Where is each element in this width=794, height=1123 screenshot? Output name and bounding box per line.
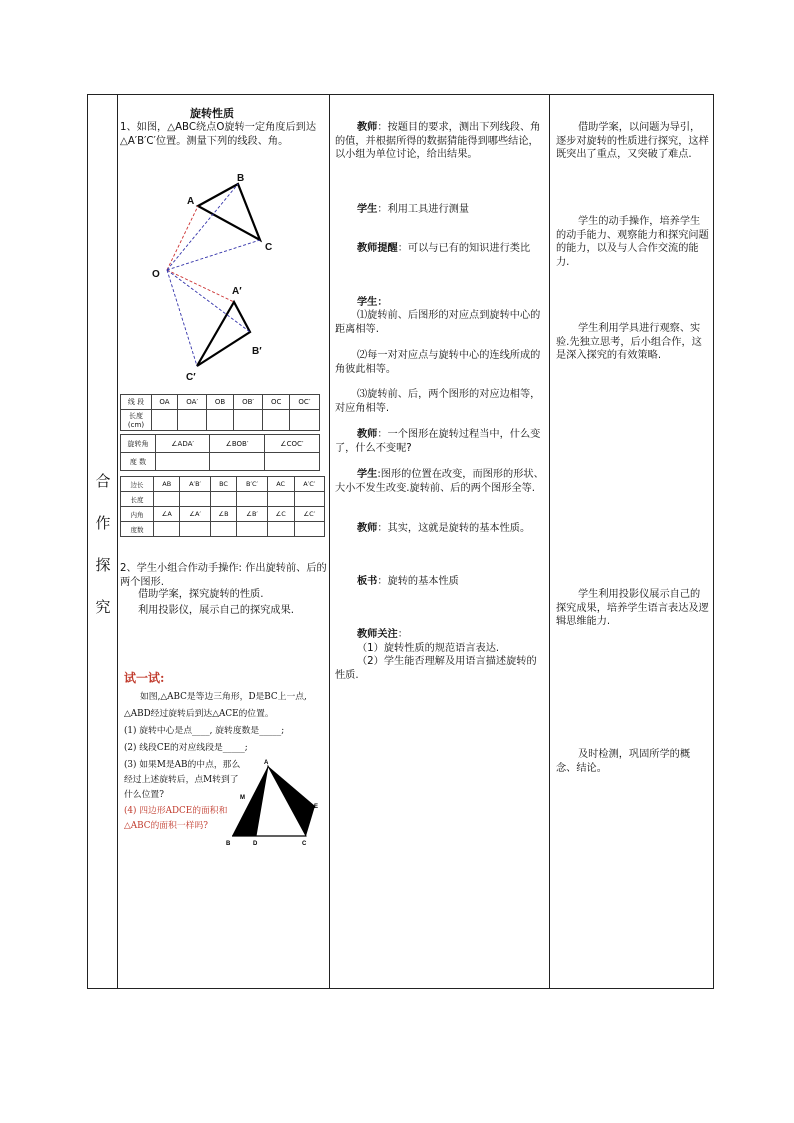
table-cell: ∠B xyxy=(210,507,237,522)
side-angle-table xyxy=(120,476,325,537)
table-cell: 边长 xyxy=(121,477,154,492)
table-top-border xyxy=(87,94,714,95)
speaker-label: 教师 xyxy=(357,523,378,534)
board-writing: 板书：旋转的基本性质 xyxy=(357,576,459,587)
question-2-line: 借助学案，探究旋转的性质. xyxy=(138,589,264,600)
design-intent-4: 学生利用投影仪展示自己的探究成果，培养学生语言表达及逻辑思维能力. xyxy=(556,589,709,627)
table-cell: ∠ADA′ xyxy=(156,435,210,453)
question-2-line: 2、学生小组合作动手操作: 作出旋转前、后的两个图形. xyxy=(120,563,327,588)
question-1: 1、如图，△ABC绕点O旋转一定角度后到达△A′B′C′位置。测量下列的线段、角。 xyxy=(120,122,317,147)
focus-item: （1）旋转性质的规范语言表达. xyxy=(357,643,500,654)
table-cell: OC xyxy=(263,395,289,410)
try-line: (1) 旋转中心是点____, 旋转度数是_____; xyxy=(124,726,285,736)
point-label-C: C xyxy=(302,841,307,847)
student-response-2: 学生:图形的位置在改变，而图形的形状、大小不发生改变.旋转前、后的两个图形全等. xyxy=(335,469,544,494)
point-label-C: C xyxy=(265,242,273,253)
point-label-O: O xyxy=(152,269,160,280)
point-label-E: E xyxy=(314,804,319,810)
design-intent-1: 借助学案，以问题为导引，逐步对旋转的性质进行探究，这样既突出了重点，又突破了难点. xyxy=(556,122,709,160)
point-label-A1: A′ xyxy=(232,286,242,297)
speaker-label: 学生 xyxy=(357,204,378,215)
table-cell: OA xyxy=(152,395,178,410)
segment-table xyxy=(120,394,320,431)
table-left-border xyxy=(87,94,88,989)
focus-item: （2）学生能否理解及用语言描述旋转的性质. xyxy=(335,656,537,681)
table-cell: 度数 xyxy=(121,522,154,537)
side-label-char: 究 xyxy=(95,598,111,616)
try-line: 什么位置? xyxy=(124,790,164,800)
table-cell: ∠BOB′ xyxy=(210,435,265,453)
conclusion-item: ⑴旋转前、后图形的对应点到旋转中心的距离相等. xyxy=(335,310,541,335)
point-label-B1: B′ xyxy=(252,346,262,357)
point-label-C1: C′ xyxy=(186,372,196,383)
side-label-char: 探 xyxy=(95,556,111,574)
speaker-label: 教师提醒 xyxy=(357,243,398,254)
table-cell: OB xyxy=(207,395,233,410)
point-label-D: D xyxy=(253,841,258,847)
student-response-1: 学生：利用工具进行测量 xyxy=(357,204,470,215)
table-cell: ∠COC′ xyxy=(264,435,319,453)
side-label-char: 作 xyxy=(95,514,111,532)
conclusion-item: ⑶旋转前、后，两个图形的对应边相等，对应角相等. xyxy=(335,389,541,414)
try-line: 经过上述旋转后，点M转到了 xyxy=(124,775,239,785)
point-label-M: M xyxy=(240,795,245,801)
equilateral-triangle-figure xyxy=(222,758,322,850)
table-cell: ∠A′ xyxy=(180,507,210,522)
table-cell: 内角 xyxy=(121,507,154,522)
try-it-title: 试一试: xyxy=(124,671,165,685)
design-intent-3: 学生利用学具进行观察、实验.先独立思考，后小组合作，这是深入探究的有效策略. xyxy=(556,323,702,361)
table-cell: B′C′ xyxy=(237,477,267,492)
teacher-focus: 教师关注： xyxy=(357,629,408,640)
speaker-label: 教师 xyxy=(357,122,378,133)
speaker-label: 教师 xyxy=(357,429,378,440)
table-cell: ∠B′ xyxy=(237,507,267,522)
speaker-label: 板书 xyxy=(357,576,378,587)
table-bottom-border xyxy=(87,988,714,989)
design-intent-2: 学生的动手操作，培养学生的动手能力、观察能力和探究问题的能力，以及与人合作交流的能力. xyxy=(556,216,709,268)
column-divider-2 xyxy=(329,94,330,989)
table-cell: 线 段 xyxy=(121,395,152,410)
try-line-red: (4) 四边形ADCE的面积和 xyxy=(124,806,228,816)
table-cell: ∠A xyxy=(153,507,180,522)
table-cell: AB xyxy=(153,477,180,492)
speaker-label: 学生 xyxy=(357,469,378,480)
speaker-label: 教师关注 xyxy=(357,629,398,640)
teacher-summary: 教师：其实，这就是旋转的基本性质。 xyxy=(357,523,531,534)
table-right-border xyxy=(713,94,714,989)
table-cell: 长度 xyxy=(121,492,154,507)
design-intent-5: 及时检测，巩固所学的概念、结论。 xyxy=(556,749,691,774)
table-cell: BC xyxy=(210,477,237,492)
conclusion-item: ⑵每一对对应点与旋转中心的连线所成的角彼此相等。 xyxy=(335,350,541,375)
teacher-prompt-1: 教师：按题目的要求，测出下列线段、角的值，并根据所得的数据猜能得到哪些结论，以小组为单位讨论，给出结果。 xyxy=(335,122,541,160)
point-label-B: B xyxy=(237,173,245,184)
table-cell: 长度(cm) xyxy=(121,410,152,431)
teacher-question: 教师：一个图形在旋转过程当中，什么变了，什么不变呢? xyxy=(335,429,541,454)
table-cell: A′C′ xyxy=(294,477,324,492)
point-label-A: A xyxy=(187,196,195,207)
table-cell: AC xyxy=(267,477,294,492)
point-label-B: B xyxy=(226,841,231,847)
teacher-hint: 教师提醒：可以与已有的知识进行类比 xyxy=(357,243,531,254)
rotation-figure xyxy=(140,168,290,388)
table-cell: A′B′ xyxy=(180,477,210,492)
section-heading: 旋转性质 xyxy=(190,107,234,120)
table-cell: 度 数 xyxy=(121,453,156,471)
table-cell: OB′ xyxy=(233,395,263,410)
table-cell: ∠C xyxy=(267,507,294,522)
column-divider-3 xyxy=(549,94,550,989)
try-line: 如图,△ABC是等边三角形，D是BC上一点, xyxy=(140,692,307,702)
column-divider-1 xyxy=(117,94,118,989)
try-line: △ABD经过旋转后到达△ACE的位置。 xyxy=(124,709,274,719)
angle-table xyxy=(120,434,320,471)
point-label-A: A xyxy=(264,760,269,766)
try-line-red: △ABC的面积一样吗? xyxy=(124,821,208,831)
table-cell: 旋转角 xyxy=(121,435,156,453)
table-cell: OC′ xyxy=(289,395,319,410)
try-line: (2) 线段CE的对应线段是_____; xyxy=(124,743,248,753)
side-label-char: 合 xyxy=(95,472,111,490)
table-cell: OA′ xyxy=(177,395,207,410)
student-conclusions-label: 学生： xyxy=(357,297,388,308)
question-2-line: 利用投影仪，展示自己的探究成果. xyxy=(138,605,295,616)
try-line: (3) 如果M是AB的中点，那么 xyxy=(124,760,241,770)
table-cell: ∠C′ xyxy=(294,507,324,522)
